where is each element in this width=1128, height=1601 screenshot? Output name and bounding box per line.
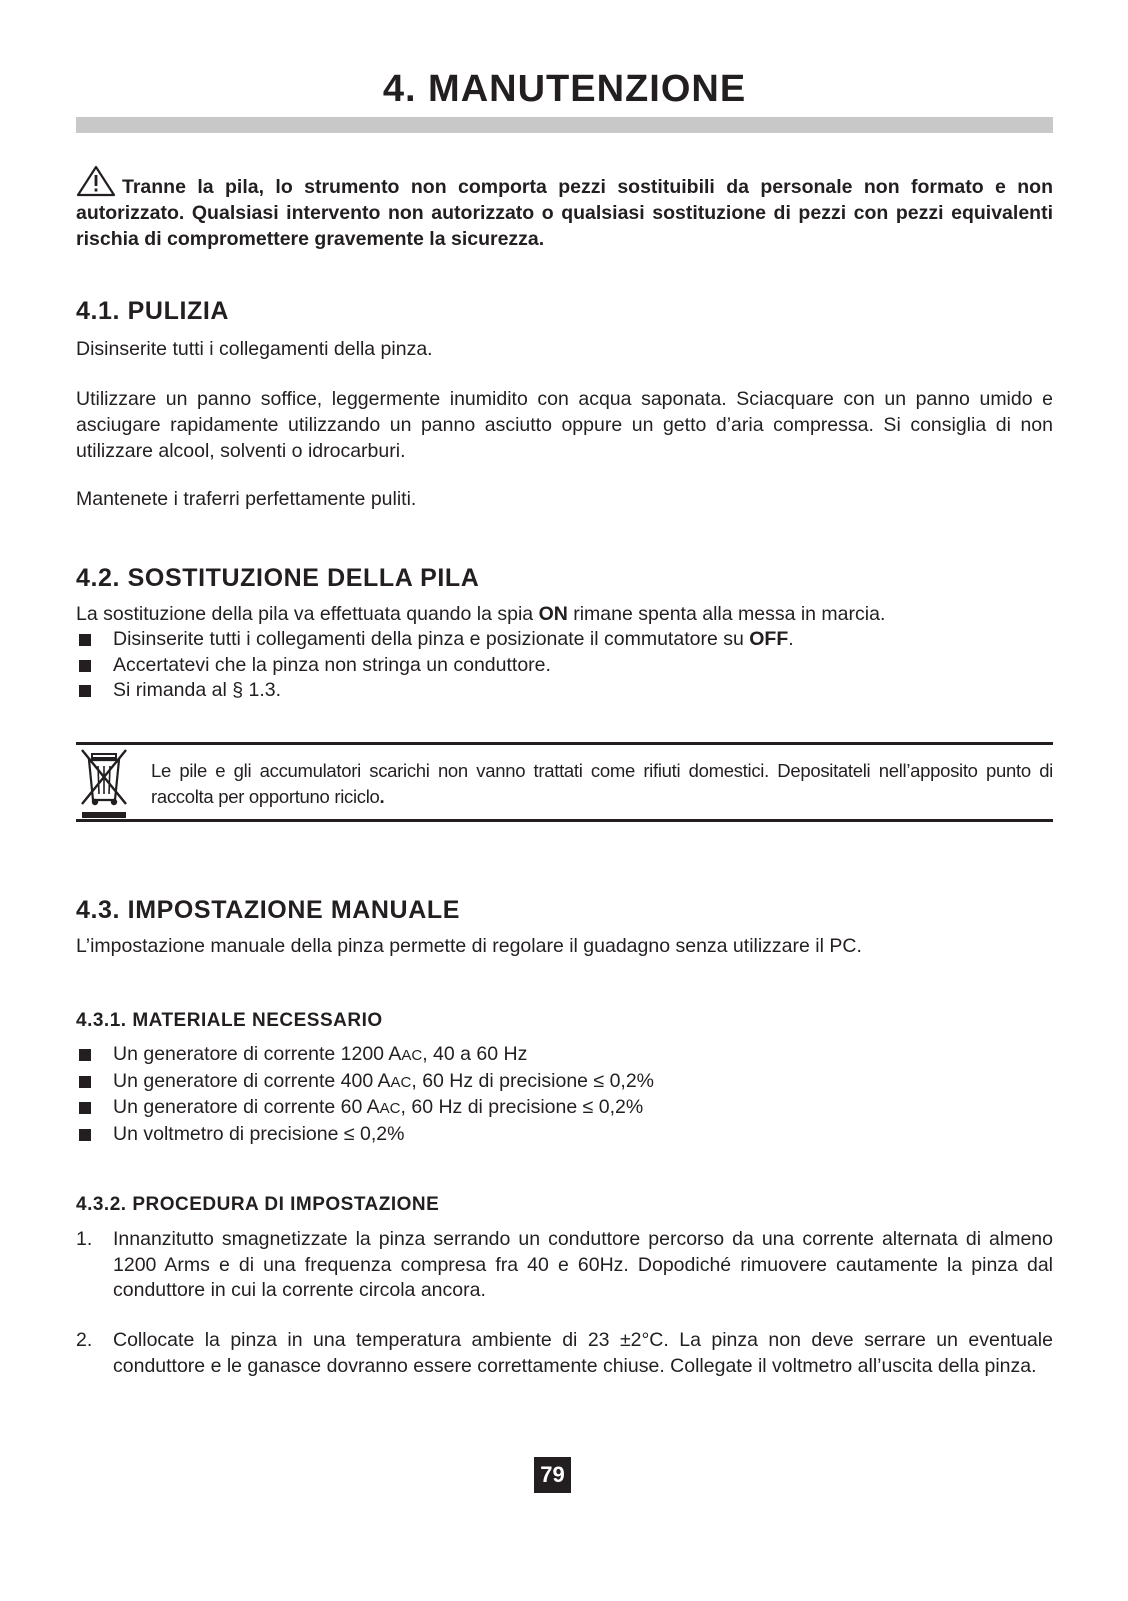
impostazione-intro: L’impostazione manuale della pinza permette di regolare il guadagno senza utilizzare il PC.: [76, 935, 862, 957]
list-item: Accertatevi che la pinza non stringa un conduttore.: [76, 653, 1053, 679]
crossed-bin-icon: [78, 746, 130, 818]
materiale-list: [76, 1042, 1053, 1147]
list-item: Un generatore di corrente 60 AAC, 60 Hz di precisione ≤ 0,2%: [76, 1095, 1053, 1122]
recycling-notice: [76, 742, 1053, 822]
square-bullet-icon: [79, 1129, 91, 1141]
procedura-step-1: [76, 1227, 1053, 1304]
list-item: Un generatore di corrente 1200 AAC, 40 a 60 Hz: [76, 1042, 1053, 1069]
square-bullet-icon: [79, 1102, 91, 1114]
sostituzione-steps-list: [76, 627, 1053, 704]
section-heading-impostazione-manuale: 4.3. IMPOSTAZIONE MANUALE: [76, 896, 461, 924]
list-item: 2. Collocate la pinza in una temperatura ambiente di 23 ±2°C. La pinza non deve serrare un eventuale conduttore e le ganasce dovranno essere correttamente chiuse. Collegate il voltmetro all’uscita della pinza.: [76, 1329, 1053, 1377]
pulizia-paragraph-3: Mantenete i traferri perfettamente puliti.: [76, 488, 417, 510]
square-bullet-icon: [79, 660, 91, 672]
list-item: Disinserite tutti i collegamenti della pinza e posizionate il commutatore su OFF.: [76, 627, 1053, 653]
divider: [76, 819, 1053, 822]
sostituzione-intro: La sostituzione della pila va effettuata quando la spia ON rimane spenta alla messa in marcia.: [76, 603, 886, 625]
title-underline-bar: [76, 117, 1053, 133]
divider: [76, 742, 1053, 745]
list-item: Un voltmetro di precisione ≤ 0,2%: [76, 1122, 1053, 1148]
section-heading-pulizia: 4.1. PULIZIA: [76, 297, 230, 325]
section-heading-sostituzione-pila: 4.2. SOSTITUZIONE DELLA PILA: [76, 564, 480, 592]
safety-warning: [76, 165, 1053, 252]
square-bullet-icon: [79, 1049, 91, 1061]
square-bullet-icon: [79, 634, 91, 646]
page-title: 4. MANUTENZIONE: [382, 68, 747, 110]
square-bullet-icon: [79, 685, 91, 697]
list-item: Si rimanda al § 1.3.: [76, 678, 1053, 704]
subsection-heading-materiale: 4.3.1. MATERIALE NECESSARIO: [76, 1010, 383, 1031]
warning-triangle-icon: [76, 165, 116, 197]
warning-text: Tranne la pila, lo strumento non comporta pezzi sostituibili da personale non formato e non autorizzato. Qualsiasi intervento non autorizzato o qualsiasi sostituzione di pezzi con pezzi equivalenti rischia di compromettere gravemente la sicurezza.: [76, 176, 1053, 250]
recycling-text: Le pile e gli accumulatori scarichi non vanno trattati come rifiuti domestici. Depositateli nell’apposito punto di raccolta per opportuno riciclo.: [151, 760, 1053, 807]
list-item: Un generatore di corrente 400 AAC, 60 Hz di precisione ≤ 0,2%: [76, 1069, 1053, 1096]
list-item: 1. Innanzitutto smagnetizzate la pinza serrando un conduttore percorso da una corrente alternata di almeno 1200 Arms e di una frequenza compresa fra 40 e 60Hz. Dopodiché rimuovere cautamente la pinza dal conduttore in cui la corrente circola ancora.: [76, 1228, 1053, 1301]
pulizia-paragraph-2: Utilizzare un panno soffice, leggermente inumidito con acqua saponata. Sciacquare con un panno umido e asciugare rapidamente utilizzando un panno asciutto oppure un getto d’aria compressa. Si consiglia di non utilizzare alcool, solventi o idrocarburi.: [76, 388, 1053, 462]
page-number: 79: [534, 1457, 571, 1493]
procedura-step-2: [76, 1328, 1053, 1379]
square-bullet-icon: [79, 1076, 91, 1088]
pulizia-paragraph-1: Disinserite tutti i collegamenti della pinza.: [76, 338, 433, 360]
subsection-heading-procedura: 4.3.2. PROCEDURA DI IMPOSTAZIONE: [76, 1194, 440, 1215]
